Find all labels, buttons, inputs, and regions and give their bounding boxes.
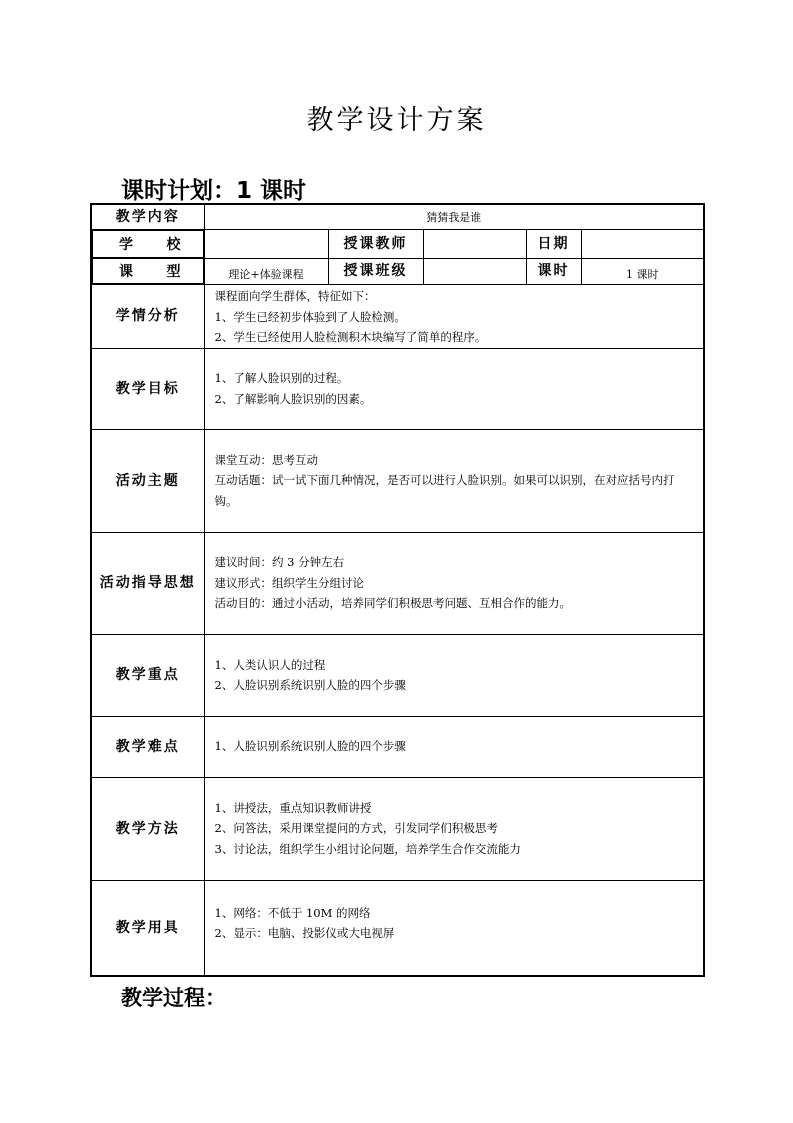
table-row bbox=[91, 429, 704, 532]
content-value: 猜猜我是谁 bbox=[204, 204, 704, 230]
type-value: 理论+体验课程 bbox=[204, 258, 328, 285]
teaching-tools-label: 教学用具 bbox=[91, 880, 204, 976]
document-title: 教学设计方案 bbox=[306, 105, 487, 136]
teaching-process-heading: 教学过程： bbox=[121, 986, 226, 1010]
date-value bbox=[581, 230, 704, 259]
activity-theme-label: 活动主题 bbox=[91, 429, 204, 532]
activity-guide-label: 活动指导思想 bbox=[91, 532, 204, 634]
content-line: 建议形式：组织学生分组讨论 bbox=[214, 575, 364, 590]
teaching-goals-label: 教学目标 bbox=[91, 348, 204, 429]
school-label-part: 校 bbox=[166, 237, 181, 253]
content-label: 教学内容 bbox=[91, 204, 204, 230]
table-row bbox=[91, 348, 704, 429]
content-line: 2、学生已经使用人脸检测积木块编写了简单的程序。 bbox=[214, 330, 487, 344]
type-label-part: 课 bbox=[119, 264, 133, 280]
content-line: 互动话题：试一试下面几种情况，是否可以进行人脸识别。如果可以识别，在对应括号内打钩。 bbox=[214, 473, 675, 508]
difficulty-label: 教学难点 bbox=[91, 716, 204, 777]
activity-guide-content bbox=[204, 532, 704, 634]
content-line: 2、问答法，采用课堂提问的方式，引发同学们积极思考 bbox=[214, 821, 498, 836]
difficulty-content bbox=[204, 716, 704, 777]
content-line: 活动目的：通过小活动，培养同学们积极思考问题、互相合作的能力。 bbox=[214, 596, 571, 611]
table-row bbox=[91, 634, 704, 716]
teaching-method-label: 教学方法 bbox=[91, 777, 204, 880]
table-row bbox=[91, 204, 704, 230]
content-line: 课程面向学生群体，特征如下： bbox=[214, 289, 376, 303]
table-row bbox=[91, 230, 704, 259]
class-label: 授课班级 bbox=[328, 258, 423, 285]
content-line: 2、人脸识别系统识别人脸的四个步骤 bbox=[214, 678, 406, 692]
table-row bbox=[91, 716, 704, 777]
teaching-tools-content bbox=[204, 880, 704, 976]
table-row bbox=[91, 777, 704, 880]
hours-value: 1 课时 bbox=[581, 258, 704, 285]
table-row bbox=[91, 532, 704, 634]
key-points-content bbox=[204, 634, 704, 716]
table-row bbox=[91, 258, 704, 285]
content-line: 建议时间：约 3 分钟左右 bbox=[214, 555, 345, 570]
teaching-goals-content bbox=[204, 348, 704, 429]
key-points-label: 教学重点 bbox=[91, 634, 204, 716]
school-label-part: 学 bbox=[119, 237, 133, 253]
content-line: 1、学生已经初步体验到了人脸检测。 bbox=[214, 309, 406, 324]
content-line: 2、了解影响人脸识别的因素。 bbox=[214, 391, 372, 406]
school-label bbox=[92, 230, 204, 258]
type-label bbox=[92, 258, 204, 284]
learner-analysis-label: 学情分析 bbox=[91, 285, 204, 349]
table-row bbox=[91, 880, 704, 976]
content-line: 3、讨论法，组织学生小组讨论问题，培养学生合作交流能力 bbox=[214, 841, 521, 856]
teacher-value bbox=[423, 230, 526, 259]
content-line: 课堂互动：思考互动 bbox=[214, 452, 318, 467]
type-label-part: 型 bbox=[166, 264, 181, 280]
content-line: 2、显示：电脑、投影仪或大电视屏 bbox=[214, 926, 395, 940]
school-value bbox=[204, 230, 328, 259]
class-value bbox=[423, 258, 526, 285]
teacher-label: 授课教师 bbox=[328, 230, 423, 259]
content-line: 1、了解人脸识别的过程。 bbox=[214, 371, 349, 385]
table-row bbox=[91, 285, 704, 349]
lesson-plan-heading: 课时计划：1 课时 bbox=[121, 178, 307, 204]
learner-analysis-content bbox=[204, 285, 704, 349]
activity-theme-content bbox=[204, 429, 704, 532]
content-line: 1、讲授法，重点知识教师讲授 bbox=[214, 800, 372, 815]
date-label: 日期 bbox=[526, 230, 581, 259]
lesson-plan-table bbox=[90, 203, 705, 977]
teaching-method-content bbox=[204, 777, 704, 880]
content-line: 1、人脸识别系统识别人脸的四个步骤 bbox=[214, 739, 406, 754]
content-line: 1、网络：不低于 10M 的网络 bbox=[214, 905, 371, 920]
content-line: 1、人类认识人的过程 bbox=[214, 657, 326, 672]
hours-label: 课时 bbox=[526, 258, 581, 285]
